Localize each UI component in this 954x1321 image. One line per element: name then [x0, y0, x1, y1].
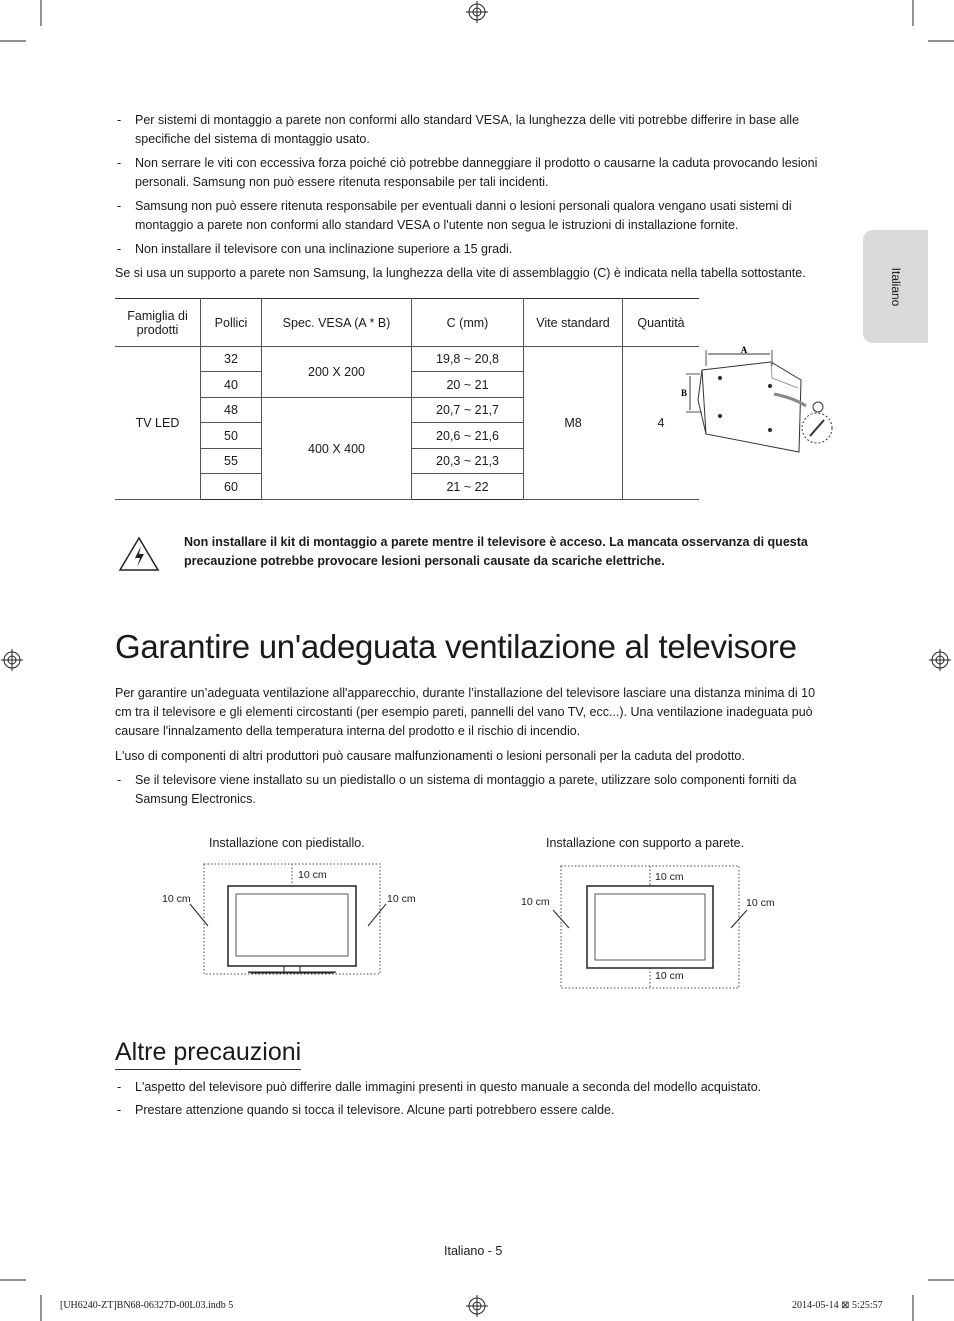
distance-label-left: 10 cm — [521, 896, 550, 908]
side-tab-label: Italiano — [888, 267, 903, 306]
wall-installation-diagram — [515, 862, 785, 992]
distance-label-bottom: 10 cm — [655, 970, 684, 982]
vesa-table — [115, 298, 699, 500]
c-cell: 20,6 ~ 21,6 — [412, 423, 524, 449]
print-footer-file: [UH6240-ZT]BN68-06327D-00L03.indb 5 — [60, 1300, 234, 1311]
inches-cell: 48 — [201, 398, 262, 423]
note-item: - L'aspetto del televisore può differire dalle immagini presenti in questo manuale a seconda del modello acquistato. — [117, 1080, 762, 1094]
wall-caption: Installazione con supporto a parete. — [546, 836, 745, 850]
c-cell: 20 ~ 21 — [412, 372, 524, 398]
distance-label-right: 10 cm — [746, 897, 775, 909]
label-a: A — [740, 345, 748, 355]
header-cell: Pollici — [201, 299, 262, 347]
page-title: Garantire un'adeguata ventilazione al televisore — [115, 628, 797, 665]
c-cell: 20,7 ~ 21,7 — [412, 398, 524, 423]
stand-caption: Installazione con piedistallo. — [209, 836, 365, 850]
note-item: - Non serrare le viti con eccessiva forza poiché ciò potrebbe danneggiare il prodotto o causarne la caduta provocando lesioni personali. Samsung non può essere ritenuta responsabile per tali incidenti. — [117, 156, 818, 189]
table-header-row — [115, 299, 699, 347]
distance-label-left: 10 cm — [162, 893, 191, 905]
section-title: Altre precauzioni — [115, 1038, 301, 1070]
c-cell: 19,8 ~ 20,8 — [412, 347, 524, 372]
note-item: - Se il televisore viene installato su un piedistallo o un sistema di montaggio a parete, utilizzare solo componenti forniti da Samsung Electronics. — [117, 773, 797, 806]
vesa-cell: 200 X 200 — [262, 347, 412, 398]
warning-icon — [118, 536, 160, 572]
family-cell: TV LED — [115, 347, 201, 500]
note-item: - Prestare attenzione quando si tocca il televisore. Alcune parti potrebbero essere calde. — [117, 1103, 615, 1117]
note-item: - Non installare il televisore con una inclinazione superiore a 15 gradi. — [117, 242, 513, 256]
header-cell: Quantità — [623, 299, 700, 347]
quantity-cell: 4 — [623, 347, 700, 500]
screw-cell: M8 — [524, 347, 623, 500]
c-cell: 21 ~ 22 — [412, 474, 524, 500]
print-footer-date: 2014-05-14 ⊠ 5:25:57 — [792, 1300, 883, 1311]
warning-text: Non installare il kit di montaggio a parete mentre il televisore è acceso. La mancata osservanza di questa precauzione potrebbe provocare lesioni personali causate da scariche elettriche. — [184, 535, 808, 568]
note-item: - Samsung non può essere ritenuta responsabile per eventuali danni o lesioni personali qualora vengano usati sistemi di montaggio a parete non conformi allo standard VESA o l'utente non segua le istruzioni di installazione fornite. — [117, 199, 792, 232]
header-cell: Spec. VESA (A * B) — [262, 299, 412, 347]
c-cell: 20,3 ~ 21,3 — [412, 449, 524, 474]
header-cell: Vite standard — [524, 299, 623, 347]
ventilation-paragraph: L'uso di componenti di altri produttori può causare malfunzionamenti o lesioni personali per la caduta del prodotto. — [115, 749, 745, 763]
inches-cell: 32 — [201, 347, 262, 372]
stand-installation-diagram — [150, 860, 400, 980]
inches-cell: 40 — [201, 372, 262, 398]
table-row — [115, 347, 699, 372]
inches-cell: 50 — [201, 423, 262, 449]
ventilation-paragraph: Per garantire un’adeguata ventilazione all'apparecchio, durante l’installazione del televisore lasciare una distanza minima di 10 cm tra il televisore e gli elementi circostanti (per esempio pareti, pannelli del vano TV, ecc...). Una ventilazione inadeguata può causare l'innalzamento della temperatura interna del prodotto e il rischio di incendio. — [115, 686, 816, 738]
tv-back-diagram — [676, 340, 836, 458]
header-cell: Famiglia di prodotti — [115, 299, 201, 347]
inches-cell: 55 — [201, 449, 262, 474]
language-side-tab — [863, 230, 928, 343]
distance-label-top: 10 cm — [655, 871, 684, 883]
vesa-cell: 400 X 400 — [262, 398, 412, 500]
distance-label-right: 10 cm — [387, 893, 416, 905]
label-b: B — [680, 388, 688, 398]
intro-note: Se si usa un supporto a parete non Samsung, la lunghezza della vite di assemblaggio (C) è indicata nella tabella sottostante. — [115, 266, 806, 280]
header-cell: C (mm) — [412, 299, 524, 347]
page-number: Italiano - 5 — [444, 1244, 503, 1258]
inches-cell: 60 — [201, 474, 262, 500]
distance-label-top: 10 cm — [298, 869, 327, 881]
note-item: - Per sistemi di montaggio a parete non conformi allo standard VESA, la lunghezza delle viti potrebbe differire in base alle specifiche del sistema di montaggio usato. — [117, 113, 800, 146]
